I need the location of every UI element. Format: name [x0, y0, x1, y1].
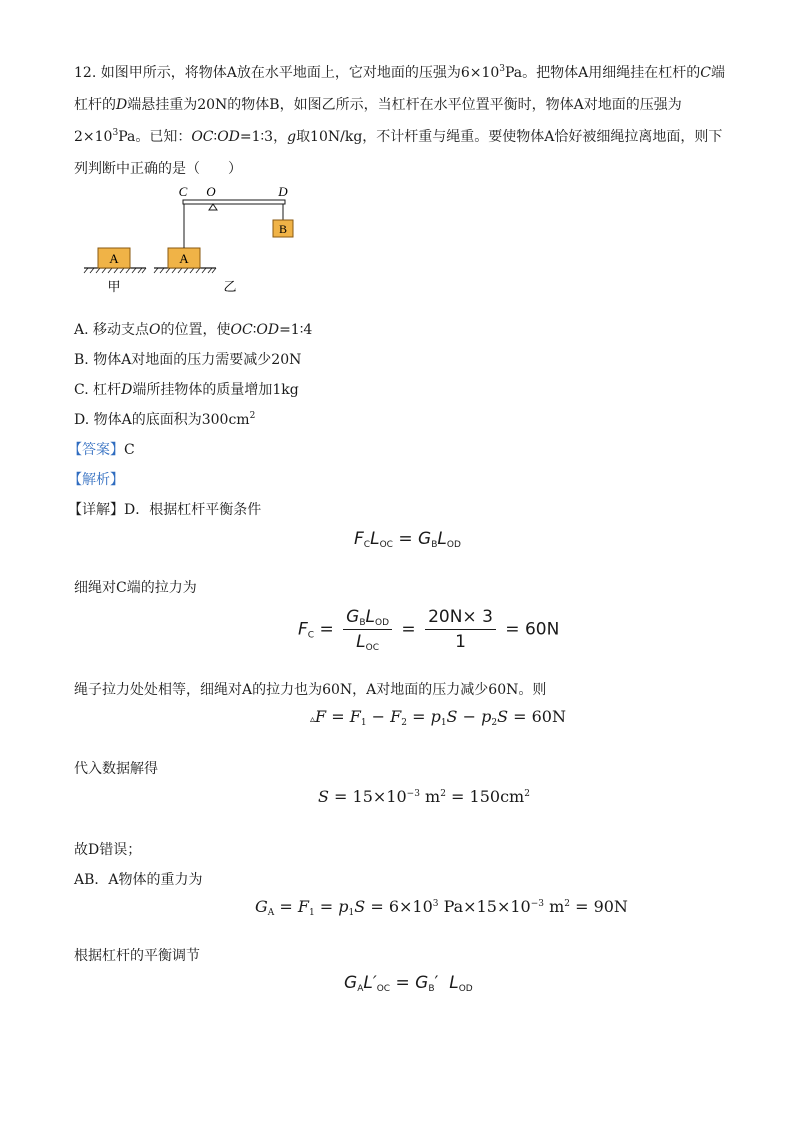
option-a: A. 移动支点O的位置，使OC∶OD=1∶4 — [74, 322, 313, 338]
fraction-numeric: $\frac{20N\times 3}{1}$ — [425, 606, 496, 653]
label-o: O — [206, 184, 216, 199]
text-rope-c: 细绳对C端的拉力为 — [74, 580, 197, 596]
text-ab: AB．A物体的重力为 — [74, 872, 203, 888]
label-d: D — [278, 184, 288, 199]
label-c: C — [178, 184, 188, 199]
detail-line: 【详解】D．根据杠杆平衡条件 — [68, 502, 262, 518]
text-rope-equal: 绳子拉力处处相等，细绳对A的拉力也为60N，A对地面的压力减少60N。则 — [74, 682, 547, 698]
caption-yi: 乙 — [223, 279, 237, 294]
lever-figure — [80, 180, 320, 295]
fulcrum — [209, 204, 217, 210]
equation-weight-a: $G_A = F_1 = p_1S = 6\times 10^3$ $Pa\times 15\times 10^{-3}$ $m^2 = 90N$ — [255, 897, 628, 918]
equation-area: $S = 15\times 10^{-3}$ $m^2 = 150cm^2$ — [318, 787, 530, 806]
block-b-label: B — [278, 222, 288, 236]
lever-bar — [183, 200, 285, 204]
option-b: B. 物体A对地面的压力需要减少20N — [74, 352, 302, 368]
equation-fc: $F_C$ = $\frac{G_BL_{OD}}{L_{OC}}$ = $\frac{20N\times 3}{1}$ = 60N — [298, 607, 560, 653]
analysis-label: 【解析】 — [68, 472, 124, 488]
equation-lever-balance: $F_CL_{OC} = G_BL_{OD}$ — [354, 529, 461, 550]
caption-jia: 甲 — [107, 279, 121, 294]
text-substitute: 代入数据解得 — [74, 761, 158, 777]
block-a-jia-label: A — [109, 251, 119, 266]
question-line-4: 列判断中正确的是（ ） — [74, 161, 242, 177]
equation-delta-f: ▵F = $F_1 - F_2 = p_1S - p_2S = 60N$ — [310, 707, 566, 728]
equation-new-balance: $G_AL'_{OC} = G_B'$ $L_{OD}$ — [344, 973, 473, 994]
text-balance-adjust: 根据杠杆的平衡调节 — [74, 948, 200, 964]
question-line-1: 12. 如图甲所示，将物体A放在水平地面上，它对地面的压强为$6\times 10^3Pa$。把物体A用细绳挂在杠杆的C端 — [74, 64, 725, 81]
option-c: C. 杠杆D端所挂物体的质量增加1kg — [74, 382, 299, 398]
text-d-wrong: 故D错误； — [74, 842, 142, 858]
option-d: D. 物体A的底面积为$300cm^2$ — [74, 411, 256, 428]
block-a-yi-label: A — [179, 251, 189, 266]
answer-line: 【答案】C — [68, 442, 135, 458]
fraction-gb-lod-loc: $\frac{G_BL_{OD}}{L_{OC}}$ — [343, 606, 392, 653]
question-line-3: $2\times 10^3Pa$。已知：OC∶OD=1∶3，g取10N/kg，不计杆重与绳重。要使物体A恰好被细绳拉离地面，则下 — [74, 128, 723, 145]
question-line-2: 杠杆的D端悬挂重为20N的物体B，如图乙所示，当杠杆在水平位置平衡时，物体A对地面的压强为 — [74, 97, 682, 113]
